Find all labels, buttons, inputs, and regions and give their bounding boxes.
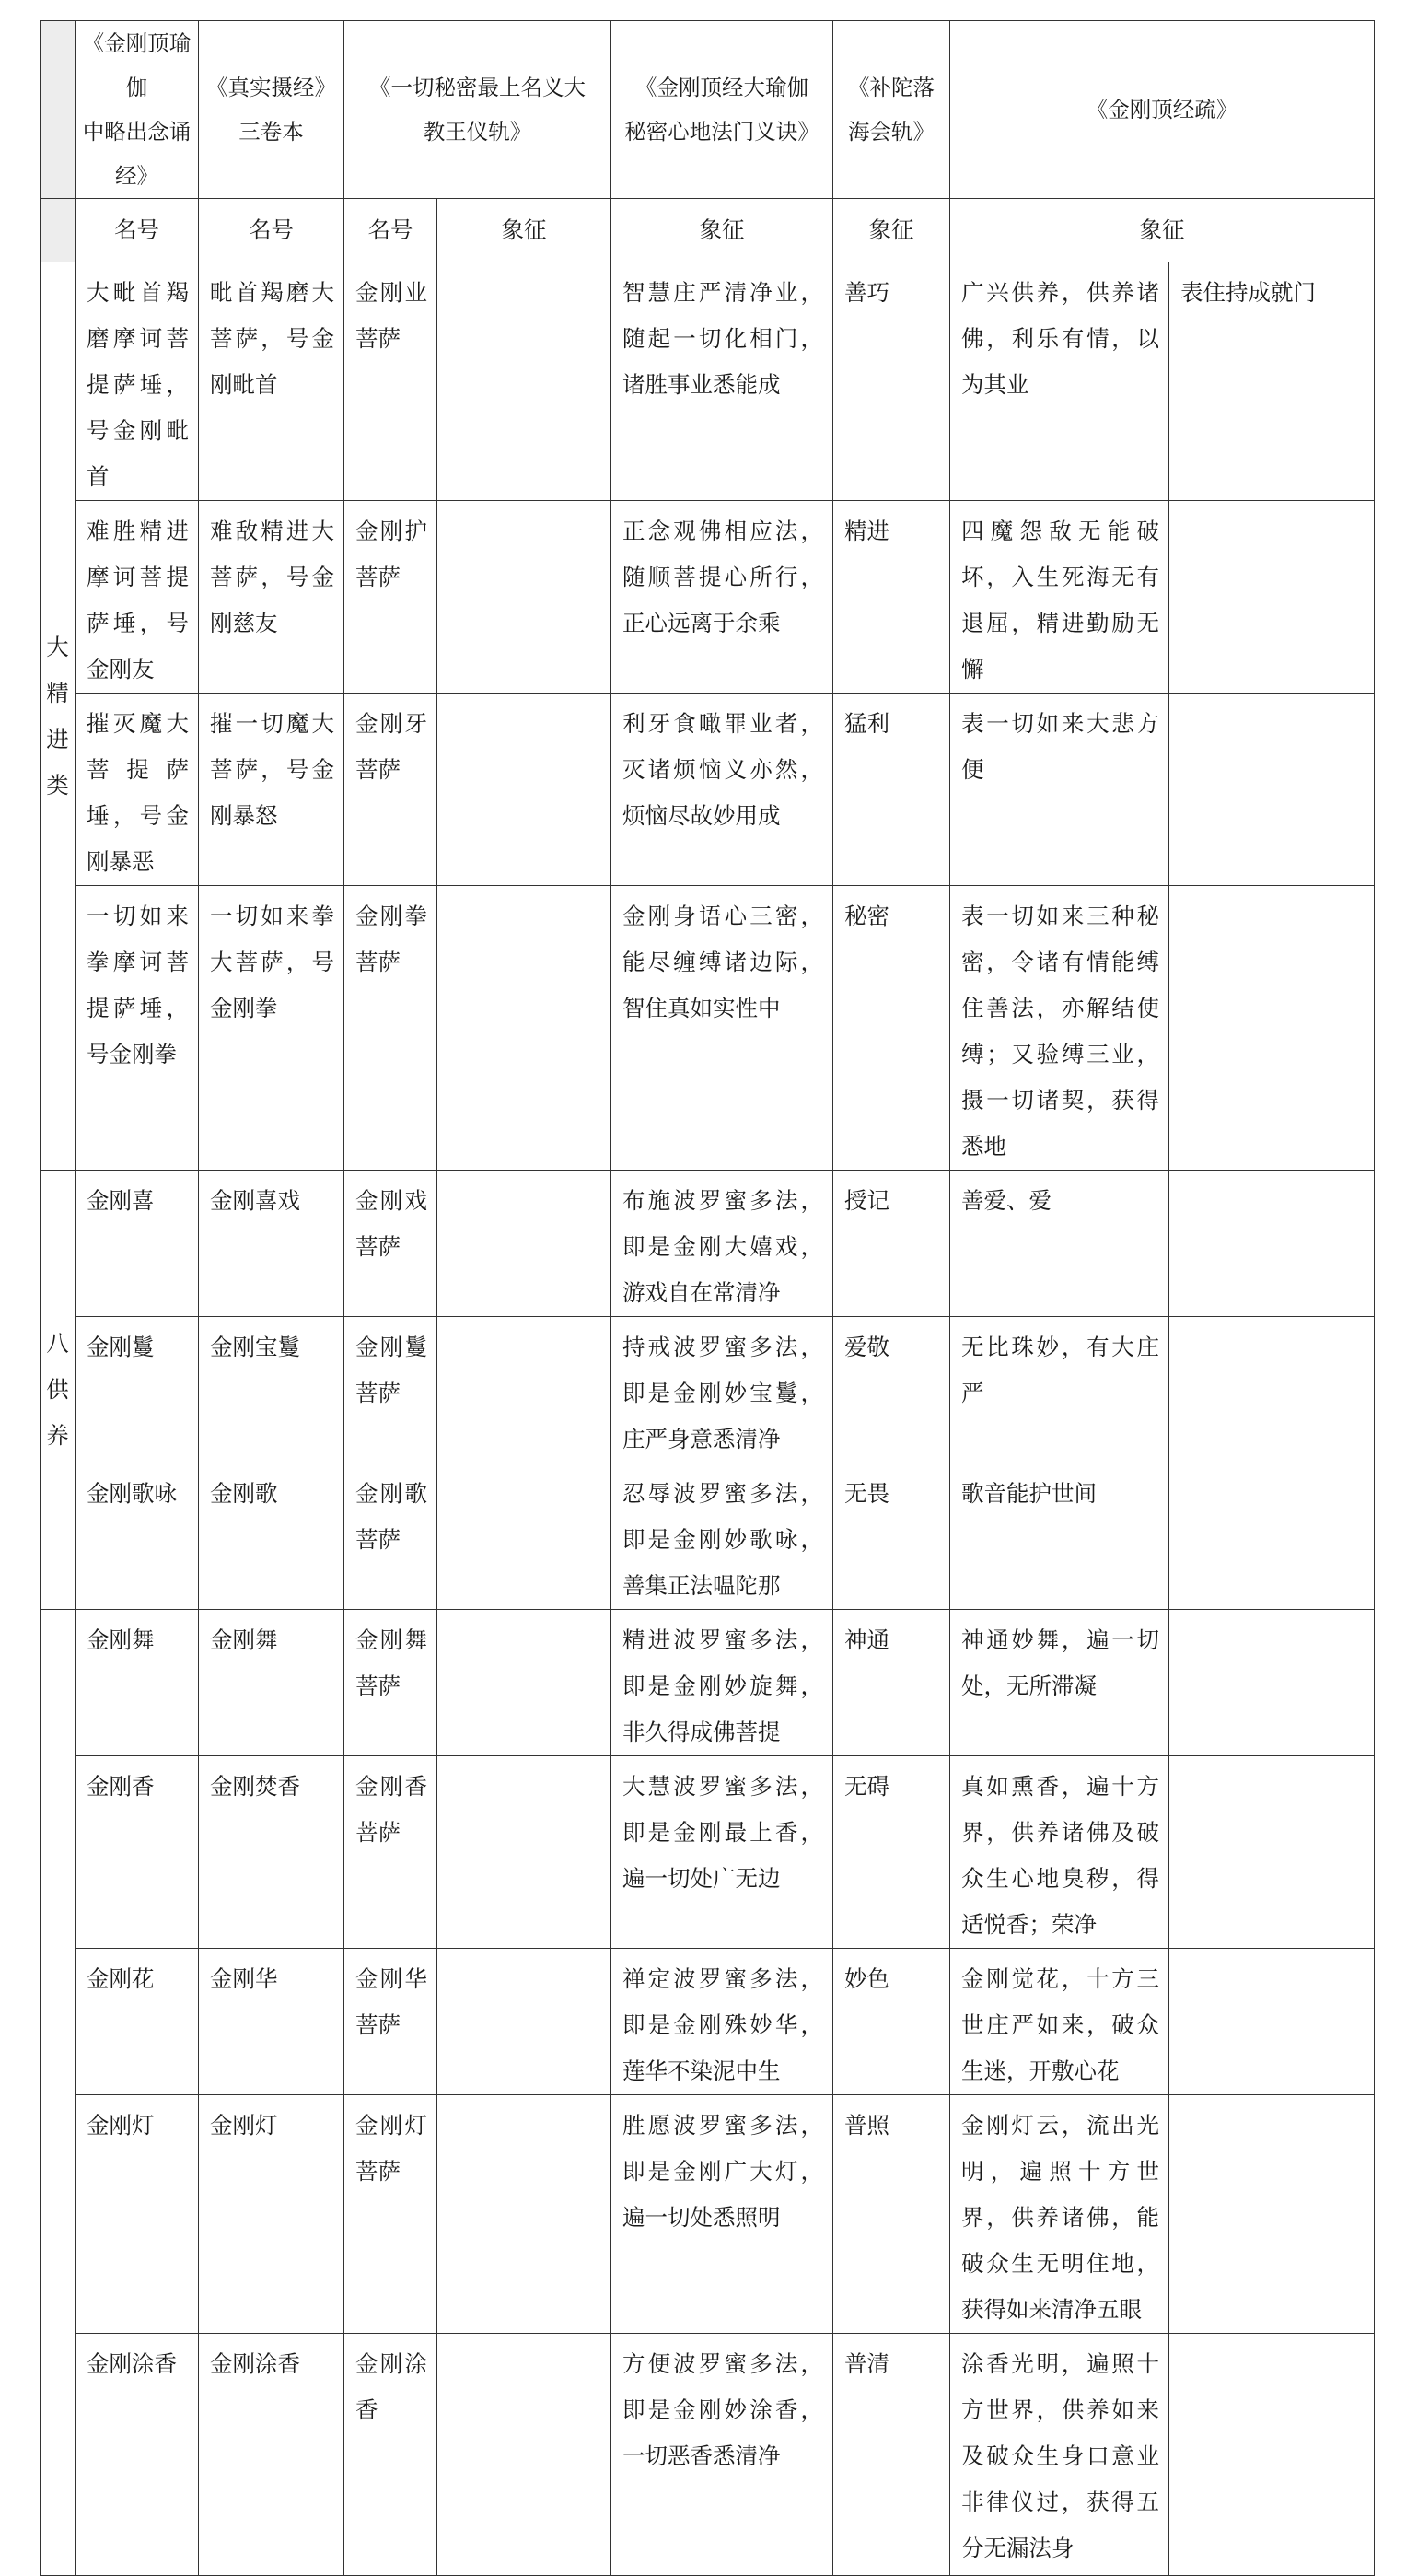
cell-name-a: 难胜精进摩诃菩提萨埵，号金刚友 bbox=[76, 501, 199, 694]
cell-symbol-e: 秘密 bbox=[833, 886, 950, 1171]
cell-symbol-c bbox=[437, 1949, 611, 2095]
group-label-text: 八供养 bbox=[46, 1330, 69, 1449]
cell-symbol-e: 无碍 bbox=[833, 1756, 950, 1949]
cell-symbol-c bbox=[437, 501, 611, 694]
cell-name-a: 金刚喜 bbox=[76, 1171, 199, 1317]
cell-name-c: 金刚护菩萨 bbox=[344, 501, 437, 694]
cell-symbol-f-extra bbox=[1169, 2095, 1375, 2334]
cell-symbol-f: 涂香光明，遍照十方世界，供养如来及破众生身口意业非律仪过，获得五分无漏法身 bbox=[950, 2334, 1169, 2576]
source-header-5: 《补陀落 海会轨》 bbox=[833, 21, 950, 199]
cell-name-b: 金刚宝鬘 bbox=[199, 1317, 344, 1463]
cell-symbol-d: 大慧波罗蜜多法，即是金刚最上香，遍一切处广无边 bbox=[611, 1756, 833, 1949]
cell-name-b: 难敌精进大菩萨，号金刚慈友 bbox=[199, 501, 344, 694]
cell-symbol-e: 普照 bbox=[833, 2095, 950, 2334]
cell-symbol-e: 善巧 bbox=[833, 262, 950, 501]
cell-symbol-c bbox=[437, 262, 611, 501]
cell-symbol-f-extra bbox=[1169, 1171, 1375, 1317]
cell-symbol-d: 胜愿波罗蜜多法，即是金刚广大灯，遍一切处悉照明 bbox=[611, 2095, 833, 2334]
field-header: 象征 bbox=[437, 199, 611, 262]
cell-name-a: 大毗首羯磨摩诃菩提萨埵，号金刚毗首 bbox=[76, 262, 199, 501]
cell-name-a: 一切如来拳摩诃菩提萨埵，号金刚拳 bbox=[76, 886, 199, 1171]
cell-name-b: 毗首羯磨大菩萨，号金刚毗首 bbox=[199, 262, 344, 501]
table-body bbox=[41, 21, 1375, 2576]
cell-symbol-c bbox=[437, 694, 611, 886]
comparison-table bbox=[40, 20, 1375, 2576]
cell-name-b: 金刚华 bbox=[199, 1949, 344, 2095]
cell-symbol-f: 善爱、爱 bbox=[950, 1171, 1169, 1317]
cell-symbol-d: 利牙食噉罪业者，灭诸烦恼义亦然，烦恼尽故妙用成 bbox=[611, 694, 833, 886]
cell-name-b: 金刚灯 bbox=[199, 2095, 344, 2334]
cell-symbol-e: 授记 bbox=[833, 1171, 950, 1317]
cell-name-c: 金刚业菩萨 bbox=[344, 262, 437, 501]
cell-symbol-f-extra bbox=[1169, 1463, 1375, 1610]
cell-symbol-f-extra: 表住持成就门 bbox=[1169, 262, 1375, 501]
cell-name-a: 金刚灯 bbox=[76, 2095, 199, 2334]
field-header: 象征 bbox=[950, 199, 1375, 262]
cell-name-b: 金刚焚香 bbox=[199, 1756, 344, 1949]
corner-cell bbox=[41, 21, 76, 199]
table-row bbox=[41, 1171, 1375, 1317]
header-row-fields bbox=[41, 199, 1375, 262]
cell-symbol-f-extra bbox=[1169, 1610, 1375, 1756]
cell-name-b: 金刚舞 bbox=[199, 1610, 344, 1756]
cell-name-a: 金刚鬘 bbox=[76, 1317, 199, 1463]
cell-name-b: 金刚歌 bbox=[199, 1463, 344, 1610]
cell-name-a: 金刚花 bbox=[76, 1949, 199, 2095]
cell-name-c: 金刚舞菩萨 bbox=[344, 1610, 437, 1756]
cell-symbol-f: 金刚灯云，流出光明，遍照十方世界，供养诸佛，能破众生无明住地，获得如来清净五眼 bbox=[950, 2095, 1169, 2334]
cell-symbol-f: 表一切如来三种秘密，令诸有情能缚住善法，亦解结使缚；又验缚三业，摄一切诸契，获得悉地 bbox=[950, 886, 1169, 1171]
cell-symbol-f-extra bbox=[1169, 2334, 1375, 2576]
cell-symbol-d: 精进波罗蜜多法，即是金刚妙旋舞，非久得成佛菩提 bbox=[611, 1610, 833, 1756]
cell-symbol-f-extra bbox=[1169, 1949, 1375, 2095]
cell-name-a: 金刚香 bbox=[76, 1756, 199, 1949]
group-label-text: 大精进类 bbox=[46, 633, 69, 798]
cell-symbol-f: 真如熏香，遍十方界，供养诸佛及破众生心地臭秽，得适悦香；荣净 bbox=[950, 1756, 1169, 1949]
table-row bbox=[41, 1317, 1375, 1463]
cell-symbol-c bbox=[437, 1610, 611, 1756]
table-row bbox=[41, 1463, 1375, 1610]
cell-name-c: 金刚华菩萨 bbox=[344, 1949, 437, 2095]
cell-name-b: 金刚涂香 bbox=[199, 2334, 344, 2576]
table-row bbox=[41, 262, 1375, 501]
cell-symbol-d: 正念观佛相应法，随顺菩提心所行，正心远离于余乘 bbox=[611, 501, 833, 694]
table-row bbox=[41, 501, 1375, 694]
cell-symbol-d: 持戒波罗蜜多法，即是金刚妙宝鬘，庄严身意悉清净 bbox=[611, 1317, 833, 1463]
cell-name-c: 金刚灯菩萨 bbox=[344, 2095, 437, 2334]
group-label bbox=[41, 1610, 76, 2576]
cell-name-c: 金刚鬘菩萨 bbox=[344, 1317, 437, 1463]
cell-symbol-e: 神通 bbox=[833, 1610, 950, 1756]
cell-name-a: 金刚涂香 bbox=[76, 2334, 199, 2576]
field-header: 名号 bbox=[76, 199, 199, 262]
table-row bbox=[41, 1756, 1375, 1949]
source-header-6: 《金刚顶经疏》 bbox=[950, 21, 1375, 199]
cell-symbol-c bbox=[437, 1463, 611, 1610]
cell-symbol-f-extra bbox=[1169, 501, 1375, 694]
source-header-1: 《金刚顶瑜伽 中略出念诵经》 bbox=[76, 21, 199, 199]
header-row-sources bbox=[41, 21, 1375, 199]
cell-symbol-c bbox=[437, 2334, 611, 2576]
table-row bbox=[41, 2095, 1375, 2334]
table-row bbox=[41, 694, 1375, 886]
cell-symbol-f-extra bbox=[1169, 694, 1375, 886]
cell-symbol-d: 金刚身语心三密，能尽缠缚诸边际，智住真如实性中 bbox=[611, 886, 833, 1171]
cell-symbol-d: 禅定波罗蜜多法，即是金刚殊妙华，莲华不染泥中生 bbox=[611, 1949, 833, 2095]
cell-symbol-e: 妙色 bbox=[833, 1949, 950, 2095]
group-label bbox=[41, 1171, 76, 1610]
cell-symbol-e: 普清 bbox=[833, 2334, 950, 2576]
field-header: 象征 bbox=[611, 199, 833, 262]
source-header-2: 《真实摄经》 三卷本 bbox=[199, 21, 344, 199]
cell-name-c: 金刚戏菩萨 bbox=[344, 1171, 437, 1317]
cell-symbol-d: 方便波罗蜜多法，即是金刚妙涂香，一切恶香悉清净 bbox=[611, 2334, 833, 2576]
cell-symbol-e: 无畏 bbox=[833, 1463, 950, 1610]
table-row bbox=[41, 1949, 1375, 2095]
table-row bbox=[41, 886, 1375, 1171]
cell-symbol-d: 智慧庄严清净业，随起一切化相门，诸胜事业悉能成 bbox=[611, 262, 833, 501]
cell-symbol-f: 金刚觉花，十方三世庄严如来，破众生迷，开敷心花 bbox=[950, 1949, 1169, 2095]
cell-symbol-c bbox=[437, 1317, 611, 1463]
cell-symbol-f-extra bbox=[1169, 1756, 1375, 1949]
cell-symbol-f-extra bbox=[1169, 1317, 1375, 1463]
field-header: 象征 bbox=[833, 199, 950, 262]
cell-name-c: 金刚拳菩萨 bbox=[344, 886, 437, 1171]
cell-name-b: 摧一切魔大菩萨，号金刚暴怒 bbox=[199, 694, 344, 886]
cell-symbol-c bbox=[437, 886, 611, 1171]
source-header-4: 《金刚顶经大瑜伽 秘密心地法门义诀》 bbox=[611, 21, 833, 199]
cell-symbol-d: 忍辱波罗蜜多法，即是金刚妙歌咏，善集正法嗢陀那 bbox=[611, 1463, 833, 1610]
cell-name-c: 金刚香菩萨 bbox=[344, 1756, 437, 1949]
cell-name-a: 摧灭魔大菩提萨埵，号金刚暴恶 bbox=[76, 694, 199, 886]
cell-symbol-c bbox=[437, 2095, 611, 2334]
cell-symbol-d: 布施波罗蜜多法，即是金刚大嬉戏，游戏自在常清净 bbox=[611, 1171, 833, 1317]
table-row bbox=[41, 2334, 1375, 2576]
cell-symbol-f: 表一切如来大悲方便 bbox=[950, 694, 1169, 886]
cell-symbol-f: 无比珠妙，有大庄严 bbox=[950, 1317, 1169, 1463]
cell-name-c: 金刚歌菩萨 bbox=[344, 1463, 437, 1610]
field-header: 名号 bbox=[344, 199, 437, 262]
cell-symbol-f: 广兴供养，供养诸佛，利乐有情，以为其业 bbox=[950, 262, 1169, 501]
cell-symbol-c bbox=[437, 1171, 611, 1317]
cell-name-a: 金刚舞 bbox=[76, 1610, 199, 1756]
table-row bbox=[41, 1610, 1375, 1756]
cell-symbol-f: 歌音能护世间 bbox=[950, 1463, 1169, 1610]
source-header-3: 《一切秘密最上名义大 教王仪轨》 bbox=[344, 21, 611, 199]
cell-name-c: 金刚牙菩萨 bbox=[344, 694, 437, 886]
cell-symbol-c bbox=[437, 1756, 611, 1949]
cell-name-c: 金刚涂香 bbox=[344, 2334, 437, 2576]
cell-name-a: 金刚歌咏 bbox=[76, 1463, 199, 1610]
cell-symbol-e: 爱敬 bbox=[833, 1317, 950, 1463]
cell-symbol-e: 精进 bbox=[833, 501, 950, 694]
corner-cell-2 bbox=[41, 199, 76, 262]
cell-symbol-e: 猛利 bbox=[833, 694, 950, 886]
cell-name-b: 金刚喜戏 bbox=[199, 1171, 344, 1317]
field-header: 名号 bbox=[199, 199, 344, 262]
cell-symbol-f-extra bbox=[1169, 886, 1375, 1171]
group-label bbox=[41, 262, 76, 1171]
cell-symbol-f: 四魔怨敌无能破坏，入生死海无有退屈，精进勤励无懈 bbox=[950, 501, 1169, 694]
cell-name-b: 一切如来拳大菩萨，号金刚拳 bbox=[199, 886, 344, 1171]
cell-symbol-f: 神通妙舞，遍一切处，无所滞凝 bbox=[950, 1610, 1169, 1756]
